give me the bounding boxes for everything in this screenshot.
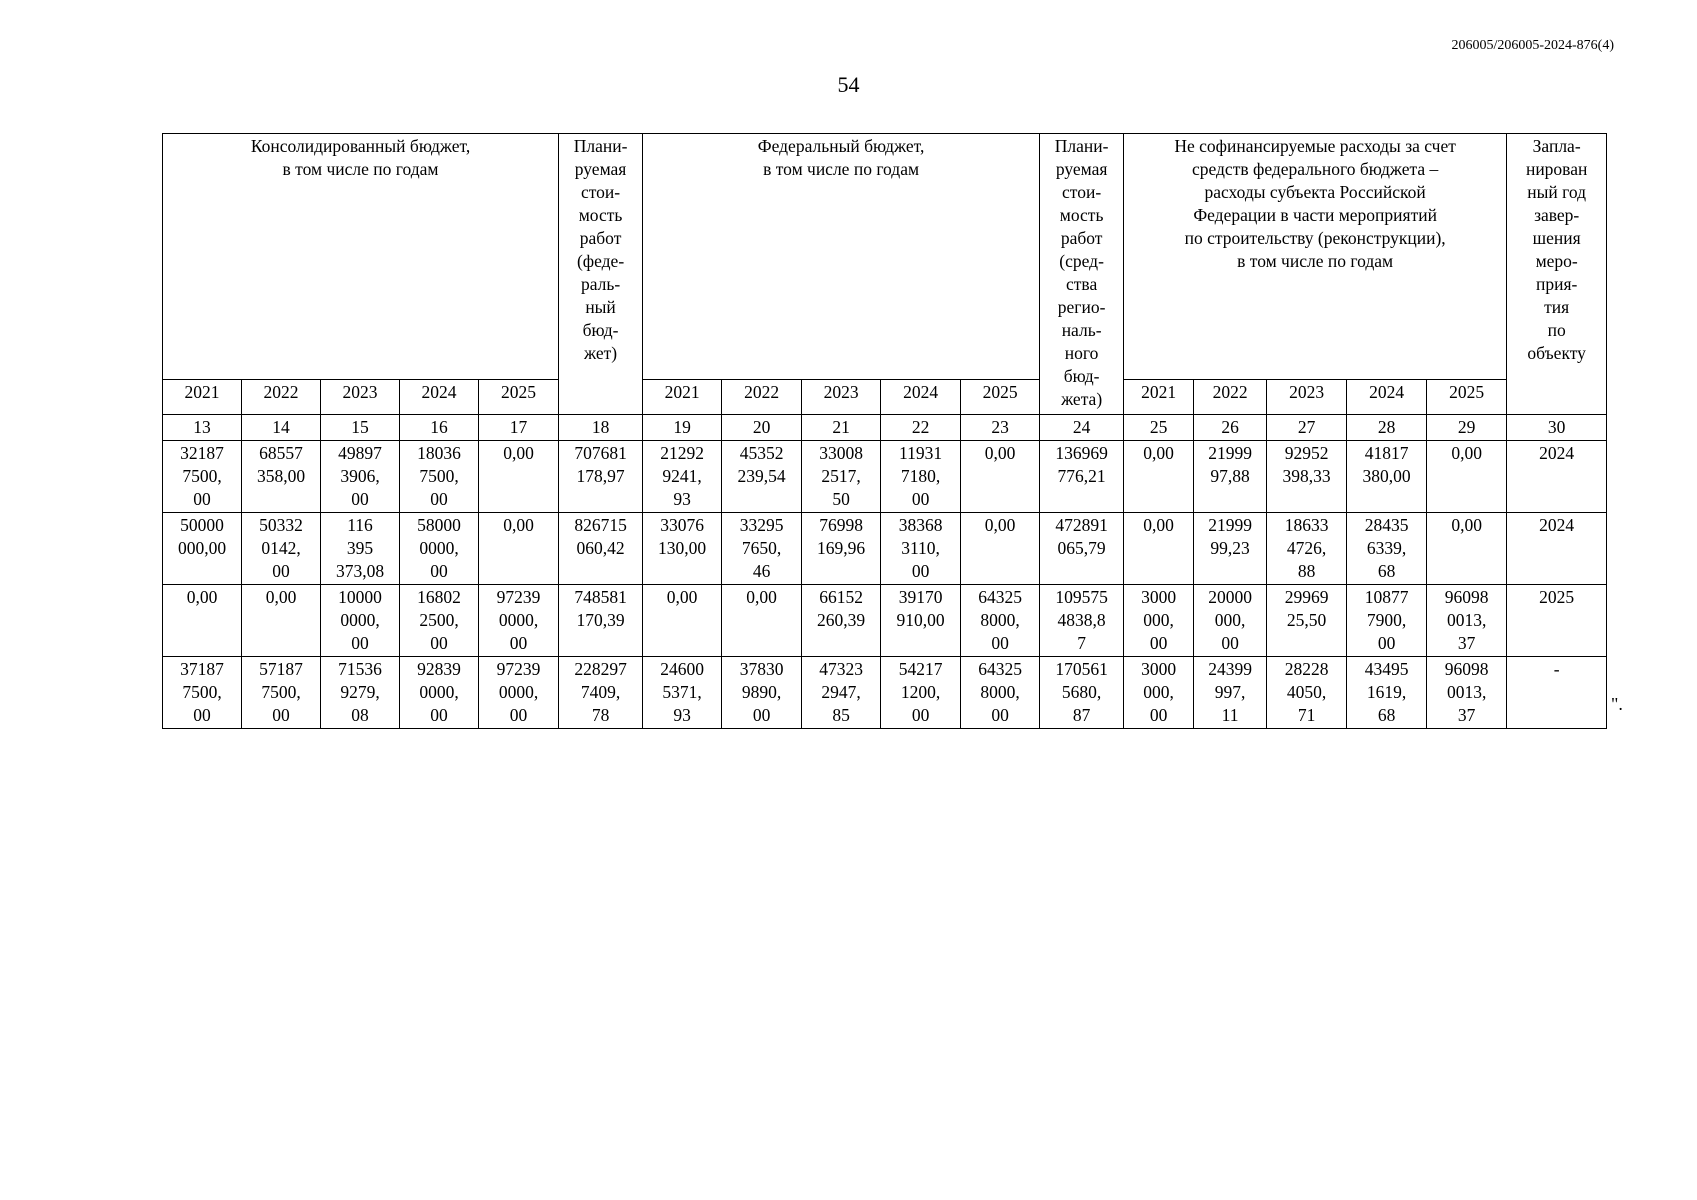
column-number: 14 [242,415,321,441]
table-cell: 21999 97,88 [1194,441,1267,513]
table-cell: 0,00 [1427,441,1507,513]
table-cell: 2024 [1507,441,1607,513]
table-cell: 37830 9890, 00 [722,657,802,729]
table-cell: 0,00 [643,585,722,657]
table-row [163,585,1607,657]
table-cell: 109575 4838,8 7 [1040,585,1124,657]
header-row-years [163,380,1607,415]
table-cell: 24600 5371, 93 [643,657,722,729]
table-cell: 64325 8000, 00 [961,585,1040,657]
page-number: 54 [837,72,860,97]
column-number-row [163,415,1607,441]
column-number: 18 [559,415,643,441]
table-cell: 0,00 [1427,513,1507,585]
column-number: 20 [722,415,802,441]
closing-quote: ". [1611,694,1623,714]
column-number: 24 [1040,415,1124,441]
table-cell: 3000 000, 00 [1124,585,1194,657]
column-number: 15 [321,415,400,441]
table-cell: 0,00 [242,585,321,657]
table-cell: 97239 0000, 00 [479,657,559,729]
table-cell: 11931 7180, 00 [881,441,961,513]
table-cell: 33076 130,00 [643,513,722,585]
table-cell: 3000 000, 00 [1124,657,1194,729]
table-cell: 28435 6339, 68 [1347,513,1427,585]
year-header: 2022 [722,380,802,415]
table-cell: 2024 [1507,513,1607,585]
budget-table [162,133,1607,729]
column-number: 28 [1347,415,1427,441]
table-cell: 0,00 [479,513,559,585]
table-cell: 33295 7650, 46 [722,513,802,585]
column-number: 25 [1124,415,1194,441]
table-cell: 707681 178,97 [559,441,643,513]
table-cell: 37187 7500, 00 [163,657,242,729]
table-cell: 116 395 373,08 [321,513,400,585]
table-cell: 21999 99,23 [1194,513,1267,585]
table-cell: 54217 1200, 00 [881,657,961,729]
table-cell: 64325 8000, 00 [961,657,1040,729]
table-cell: 0,00 [163,585,242,657]
table-cell: 10000 0000, 00 [321,585,400,657]
table-cell: 18633 4726, 88 [1267,513,1347,585]
group-header-federal-budget: Федеральный бюджет, в том числе по годам [643,134,1040,380]
table-row [163,441,1607,513]
column-number: 30 [1507,415,1607,441]
table-cell: 45352 239,54 [722,441,802,513]
column-number: 26 [1194,415,1267,441]
table-cell: 32187 7500, 00 [163,441,242,513]
table-cell: 92839 0000, 00 [400,657,479,729]
table-cell: 0,00 [1124,441,1194,513]
column-number: 16 [400,415,479,441]
table-cell: 92952 398,33 [1267,441,1347,513]
table-cell: 136969 776,21 [1040,441,1124,513]
table-cell: 57187 7500, 00 [242,657,321,729]
table-cell: 97239 0000, 00 [479,585,559,657]
year-header: 2021 [1124,380,1194,415]
table-cell: 228297 7409, 78 [559,657,643,729]
table-cell: 21292 9241, 93 [643,441,722,513]
table-cell: 0,00 [1124,513,1194,585]
table-cell: 0,00 [961,513,1040,585]
table-cell: 170561 5680, 87 [1040,657,1124,729]
table-cell: 96098 0013, 37 [1427,585,1507,657]
column-number: 13 [163,415,242,441]
table-cell: 10877 7900, 00 [1347,585,1427,657]
year-header: 2024 [881,380,961,415]
year-header: 2025 [479,380,559,415]
column-number: 21 [802,415,881,441]
header-row-groups [163,134,1607,380]
table-cell: - [1507,657,1607,729]
year-header: 2022 [242,380,321,415]
column-number: 27 [1267,415,1347,441]
table-cell: 49897 3906, 00 [321,441,400,513]
table-cell: 33008 2517, 50 [802,441,881,513]
table-cell: 50000 000,00 [163,513,242,585]
table-cell: 748581 170,39 [559,585,643,657]
table-cell: 41817 380,00 [1347,441,1427,513]
table-cell: 0,00 [722,585,802,657]
table-cell: 0,00 [479,441,559,513]
table-row [163,657,1607,729]
table-cell: 96098 0013, 37 [1427,657,1507,729]
table-cell: 58000 0000, 00 [400,513,479,585]
table-cell: 39170 910,00 [881,585,961,657]
table-cell: 38368 3110, 00 [881,513,961,585]
group-header-planned-cost-regional: Плани- руемая стои- мость работ (сред- ства регио- наль- ного бюд- жета) [1040,134,1124,415]
column-number: 29 [1427,415,1507,441]
year-header: 2025 [961,380,1040,415]
year-header: 2023 [1267,380,1347,415]
column-number: 22 [881,415,961,441]
table-cell: 472891 065,79 [1040,513,1124,585]
year-header: 2022 [1194,380,1267,415]
table-cell: 0,00 [961,441,1040,513]
table-cell: 16802 2500, 00 [400,585,479,657]
table-cell: 826715 060,42 [559,513,643,585]
table-row [163,513,1607,585]
column-number: 23 [961,415,1040,441]
year-header: 2024 [400,380,479,415]
group-header-non-cofinanced-expenses: Не софинансируемые расходы за счет средств федерального бюджета – расходы субъекта Российской Федерации в части мероприятий по строительству (реконструкции), в том числе по годам [1124,134,1507,380]
table-cell: 68557 358,00 [242,441,321,513]
year-header: 2024 [1347,380,1427,415]
year-header: 2023 [802,380,881,415]
year-header: 2023 [321,380,400,415]
year-header: 2021 [163,380,242,415]
group-header-completion-year: Запла- нирован ный год завер- шения меро- прия- тия по объекту [1507,134,1607,415]
table-cell: 24399 997, 11 [1194,657,1267,729]
table-cell: 20000 000, 00 [1194,585,1267,657]
table-cell: 2025 [1507,585,1607,657]
year-header: 2021 [643,380,722,415]
table-cell: 50332 0142, 00 [242,513,321,585]
group-header-planned-cost-federal: Плани- руемая стои- мость работ (феде- раль- ный бюд- жет) [559,134,643,415]
table-cell: 76998 169,96 [802,513,881,585]
table-cell: 66152 260,39 [802,585,881,657]
document-number: 206005/206005-2024-876(4) [1451,38,1614,53]
column-number: 17 [479,415,559,441]
year-header: 2025 [1427,380,1507,415]
column-number: 19 [643,415,722,441]
table-cell: 71536 9279, 08 [321,657,400,729]
table-cell: 28228 4050, 71 [1267,657,1347,729]
table-cell: 18036 7500, 00 [400,441,479,513]
table-cell: 29969 25,50 [1267,585,1347,657]
table-cell: 43495 1619, 68 [1347,657,1427,729]
table-cell: 47323 2947, 85 [802,657,881,729]
group-header-consolidated-budget: Консолидированный бюджет, в том числе по годам [163,134,559,380]
